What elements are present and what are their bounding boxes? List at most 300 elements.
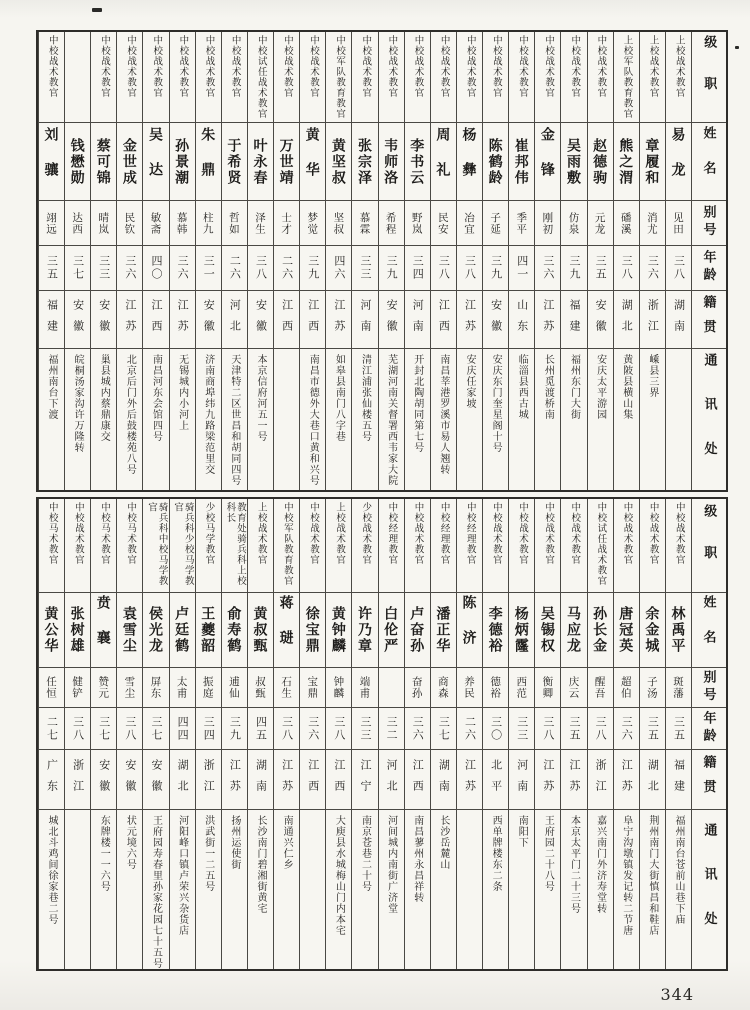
alias-text: 超伯 bbox=[619, 676, 632, 699]
native-place-text: 河北 bbox=[385, 758, 398, 801]
alias-text: 石生 bbox=[280, 676, 293, 699]
person-column bbox=[247, 32, 273, 490]
alias-cell bbox=[535, 200, 560, 245]
person-column bbox=[482, 32, 508, 490]
native-place-cell bbox=[457, 290, 482, 348]
native-place-text: 河南 bbox=[515, 758, 528, 801]
rank-text: 骑兵科中校马学教官 bbox=[145, 502, 168, 586]
address-text: 河阳峰口镇卢荣兴杂货店 bbox=[176, 815, 188, 936]
rank-text: 中校战术教官 bbox=[125, 35, 137, 98]
person-column bbox=[587, 32, 613, 490]
alias-text: 季平 bbox=[515, 211, 528, 235]
rank-cell bbox=[274, 499, 299, 592]
address-cell bbox=[117, 348, 142, 490]
native-place-cell bbox=[326, 749, 351, 809]
name-cell bbox=[588, 122, 613, 200]
register-table-bottom bbox=[36, 497, 728, 971]
address-text: 王府园寿春里孙家花园七十五号 bbox=[150, 815, 162, 969]
rank-text: 中校战术教官 bbox=[490, 502, 502, 565]
name-text: 钱懋勋 bbox=[69, 137, 86, 186]
header-native-place-label: 籍贯 bbox=[701, 754, 717, 805]
rank-text: 中校战术教官 bbox=[569, 35, 581, 98]
age-text: 三六 bbox=[306, 715, 319, 742]
address-text: 阜宁沟墩镇发记转二节唐 bbox=[620, 815, 632, 936]
name-cell bbox=[483, 122, 508, 200]
alias-cell bbox=[248, 667, 273, 707]
header-address-label: 通讯处 bbox=[702, 823, 718, 956]
address-cell bbox=[640, 809, 665, 969]
age-text: 三三 bbox=[358, 255, 371, 281]
alias-cell bbox=[248, 200, 273, 245]
native-place-cell bbox=[39, 290, 64, 348]
native-place-cell bbox=[326, 290, 351, 348]
age-cell bbox=[379, 707, 404, 749]
age-cell bbox=[405, 245, 430, 290]
address-cell bbox=[405, 809, 430, 969]
address-cell bbox=[509, 809, 534, 969]
header-alias bbox=[692, 200, 726, 245]
name-text: 俞寿鹤 bbox=[226, 606, 243, 654]
alias-text: 哲如 bbox=[227, 211, 240, 235]
age-text: 三七 bbox=[71, 255, 84, 281]
native-place-text: 江西 bbox=[280, 298, 293, 341]
age-cell bbox=[561, 707, 586, 749]
alias-text: 梦觉 bbox=[306, 211, 319, 235]
address-text: 南通兴仁乡 bbox=[281, 815, 293, 870]
native-place-text: 安徽 bbox=[123, 758, 136, 801]
alias-cell bbox=[588, 200, 613, 245]
rank-cell bbox=[326, 32, 351, 122]
name-cell bbox=[65, 592, 90, 667]
native-place-text: 浙江 bbox=[202, 758, 215, 801]
person-column bbox=[378, 32, 404, 490]
address-cell bbox=[170, 348, 195, 490]
address-text: 南昌河东会馆四号 bbox=[150, 354, 162, 442]
address-text: 福州东门大街 bbox=[568, 354, 580, 420]
alias-text: 士才 bbox=[280, 211, 293, 235]
address-text: 扬州运使街 bbox=[228, 815, 240, 870]
native-place-text: 湖南 bbox=[254, 758, 267, 801]
rank-cell bbox=[509, 32, 534, 122]
alias-cell bbox=[65, 200, 90, 245]
native-place-text: 广东 bbox=[45, 758, 58, 801]
native-place-cell bbox=[300, 749, 325, 809]
address-text: 河间城内南街广济堂 bbox=[385, 815, 397, 914]
native-place-text: 安徽 bbox=[489, 298, 502, 341]
alias-text: 商森 bbox=[436, 676, 449, 699]
name-text: 张宗泽 bbox=[356, 137, 373, 186]
rank-text: 中校战术教官 bbox=[386, 35, 398, 98]
alias-cell bbox=[405, 667, 430, 707]
person-column bbox=[482, 499, 508, 969]
person-column bbox=[404, 32, 430, 490]
name-text: 张树雄 bbox=[69, 606, 86, 654]
person-column bbox=[38, 499, 64, 969]
address-cell bbox=[588, 809, 613, 969]
address-text: 本京太平门二十三号 bbox=[568, 815, 580, 914]
alias-cell bbox=[170, 200, 195, 245]
address-cell bbox=[379, 348, 404, 490]
rank-text: 上校战术教官 bbox=[647, 35, 659, 98]
address-text: 本京信府河五一号 bbox=[254, 354, 266, 442]
address-text: 长州觅渡桥南 bbox=[542, 354, 554, 420]
rank-cell bbox=[170, 32, 195, 122]
age-text: 三九 bbox=[306, 255, 319, 281]
name-cell bbox=[352, 592, 377, 667]
rank-text: 上校战术教官 bbox=[673, 35, 685, 98]
age-text: 二六 bbox=[463, 715, 476, 742]
native-place-cell bbox=[91, 290, 116, 348]
rank-cell bbox=[170, 499, 195, 592]
alias-text: 刚初 bbox=[541, 211, 554, 235]
name-text: 韦师洛 bbox=[383, 137, 400, 186]
age-cell bbox=[431, 245, 456, 290]
name-text: 熊之渭 bbox=[618, 137, 635, 186]
alias-text: 消尤 bbox=[645, 211, 658, 235]
address-text: 安庆任家坡 bbox=[463, 354, 475, 409]
age-cell bbox=[640, 707, 665, 749]
header-native-place bbox=[692, 749, 726, 809]
age-cell bbox=[143, 245, 168, 290]
age-text: 三八 bbox=[620, 255, 633, 281]
native-place-text: 湖北 bbox=[620, 298, 633, 341]
address-cell bbox=[300, 809, 325, 969]
alias-cell bbox=[117, 200, 142, 245]
address-cell bbox=[535, 809, 560, 969]
rank-cell bbox=[300, 499, 325, 592]
alias-cell bbox=[588, 667, 613, 707]
alias-text: 慕韩 bbox=[175, 211, 188, 235]
rank-cell bbox=[379, 32, 404, 122]
rank-text: 中校战术教官 bbox=[595, 35, 607, 98]
age-text: 三八 bbox=[672, 255, 685, 281]
rank-text: 中校战术教官 bbox=[569, 502, 581, 565]
age-text: 三九 bbox=[567, 255, 580, 281]
name-text: 侯光龙 bbox=[147, 606, 164, 654]
header-name bbox=[692, 592, 726, 667]
age-text: 三六 bbox=[411, 715, 424, 742]
address-cell bbox=[274, 809, 299, 969]
rank-cell bbox=[666, 32, 691, 122]
name-cell bbox=[535, 592, 560, 667]
header-address bbox=[692, 809, 726, 969]
rank-text: 中校战术教官 bbox=[673, 502, 685, 565]
name-cell bbox=[640, 122, 665, 200]
name-text: 黄坚叔 bbox=[330, 137, 347, 186]
rank-text: 中校军队教育教官 bbox=[334, 35, 346, 119]
person-column bbox=[116, 499, 142, 969]
name-cell bbox=[274, 122, 299, 200]
name-text: 许乃章 bbox=[356, 606, 373, 654]
native-place-text: 江苏 bbox=[541, 758, 554, 801]
alias-text: 晴岚 bbox=[97, 211, 110, 235]
age-cell bbox=[666, 245, 691, 290]
native-place-text: 福建 bbox=[45, 298, 58, 341]
alias-cell bbox=[509, 200, 534, 245]
person-column bbox=[508, 32, 534, 490]
address-cell bbox=[222, 809, 247, 969]
name-text: 万世靖 bbox=[278, 137, 295, 186]
alias-text: 德裕 bbox=[489, 676, 502, 699]
rank-cell bbox=[666, 499, 691, 592]
name-text: 黄华 bbox=[304, 126, 321, 197]
address-cell bbox=[117, 809, 142, 969]
rank-text: 上校战术教官 bbox=[334, 502, 346, 565]
name-text: 黄叔甄 bbox=[252, 606, 269, 654]
age-text: 二七 bbox=[45, 715, 58, 742]
native-place-cell bbox=[535, 749, 560, 809]
rank-cell bbox=[561, 32, 586, 122]
alias-cell bbox=[196, 200, 221, 245]
name-text: 杨彝 bbox=[461, 126, 478, 197]
person-column bbox=[90, 499, 116, 969]
person-column bbox=[665, 32, 691, 490]
rank-cell bbox=[91, 499, 116, 592]
address-cell bbox=[431, 348, 456, 490]
header-rank bbox=[692, 499, 726, 592]
native-place-text: 浙江 bbox=[646, 298, 659, 341]
name-cell bbox=[614, 592, 639, 667]
native-place-cell bbox=[666, 290, 691, 348]
name-cell bbox=[561, 592, 586, 667]
native-place-text: 江苏 bbox=[332, 298, 345, 341]
header-column bbox=[691, 32, 726, 490]
address-cell bbox=[196, 348, 221, 490]
age-text: 四五 bbox=[254, 715, 267, 742]
name-cell bbox=[65, 122, 90, 200]
person-column bbox=[116, 32, 142, 490]
rank-cell bbox=[457, 32, 482, 122]
rank-cell bbox=[65, 32, 90, 122]
header-native-place-label: 籍贯 bbox=[701, 294, 717, 345]
name-text: 蒋琎 bbox=[278, 595, 295, 665]
header-age-label: 年龄 bbox=[701, 250, 717, 286]
alias-cell bbox=[614, 667, 639, 707]
address-cell bbox=[535, 348, 560, 490]
alias-cell bbox=[640, 667, 665, 707]
age-cell bbox=[91, 245, 116, 290]
name-text: 卢奋孙 bbox=[409, 606, 426, 654]
name-text: 周礼 bbox=[435, 126, 452, 197]
rank-text: 中校战术教官 bbox=[46, 35, 58, 98]
native-place-text: 江苏 bbox=[228, 758, 241, 801]
name-cell bbox=[117, 592, 142, 667]
header-alias-label: 别号 bbox=[701, 669, 717, 706]
alias-text: 任恒 bbox=[44, 676, 57, 699]
native-place-cell bbox=[509, 290, 534, 348]
person-column bbox=[221, 499, 247, 969]
alias-text: 冶宜 bbox=[462, 211, 475, 235]
address-cell bbox=[561, 348, 586, 490]
alias-cell bbox=[91, 200, 116, 245]
age-text: 三五 bbox=[45, 255, 58, 281]
address-text: 长沙岳麓山 bbox=[437, 815, 449, 870]
person-column bbox=[613, 499, 639, 969]
person-column bbox=[613, 32, 639, 490]
rank-cell bbox=[117, 499, 142, 592]
address-text: 清江浦张仙楼五号 bbox=[359, 354, 371, 442]
age-text: 二六 bbox=[280, 255, 293, 281]
native-place-cell bbox=[405, 749, 430, 809]
name-cell bbox=[143, 592, 168, 667]
age-text: 三七 bbox=[97, 715, 110, 742]
person-column bbox=[639, 32, 665, 490]
alias-text: 叔甄 bbox=[253, 676, 266, 699]
alias-text: 民安 bbox=[436, 211, 449, 235]
name-text: 袁雪尘 bbox=[121, 606, 138, 654]
native-place-cell bbox=[666, 749, 691, 809]
native-place-text: 湖南 bbox=[672, 298, 685, 341]
native-place-cell bbox=[274, 749, 299, 809]
alias-text: 柱九 bbox=[201, 211, 214, 235]
age-cell bbox=[509, 707, 534, 749]
name-cell bbox=[588, 592, 613, 667]
name-text: 潘正华 bbox=[435, 606, 452, 654]
rank-text: 中校战术教官 bbox=[72, 502, 84, 565]
age-cell bbox=[39, 245, 64, 290]
rank-cell bbox=[39, 32, 64, 122]
address-text: 东牌楼一一六号 bbox=[98, 815, 110, 892]
name-text: 卢廷鹤 bbox=[174, 606, 191, 654]
native-place-text: 江西 bbox=[411, 758, 424, 801]
alias-cell bbox=[170, 667, 195, 707]
address-text: 福州南台下渡 bbox=[45, 354, 57, 420]
rank-cell bbox=[352, 499, 377, 592]
age-text: 三八 bbox=[123, 715, 136, 742]
rank-text: 中校马术教官 bbox=[46, 502, 58, 565]
rank-text: 中校经理教官 bbox=[438, 502, 450, 565]
person-column bbox=[560, 499, 586, 969]
age-text: 三三 bbox=[97, 255, 110, 281]
age-text: 三三 bbox=[358, 715, 371, 742]
header-address bbox=[692, 348, 726, 490]
header-age-label: 年龄 bbox=[701, 710, 717, 747]
alias-cell bbox=[666, 200, 691, 245]
header-age bbox=[692, 245, 726, 290]
alias-text: 健铲 bbox=[71, 676, 84, 699]
name-cell bbox=[379, 122, 404, 200]
name-cell bbox=[561, 122, 586, 200]
native-place-text: 安徽 bbox=[71, 298, 84, 341]
name-text: 赵德驹 bbox=[592, 137, 609, 186]
alias-cell bbox=[561, 200, 586, 245]
native-place-text: 福建 bbox=[567, 298, 580, 341]
address-cell bbox=[431, 809, 456, 969]
address-cell bbox=[91, 809, 116, 969]
age-text: 四〇 bbox=[149, 255, 162, 281]
address-cell bbox=[274, 348, 299, 490]
person-column bbox=[351, 32, 377, 490]
age-cell bbox=[196, 707, 221, 749]
name-text: 陈鹤龄 bbox=[487, 137, 504, 186]
native-place-cell bbox=[65, 749, 90, 809]
address-text: 荆州南门大街慎昌和鞋店 bbox=[646, 815, 658, 936]
age-cell bbox=[457, 707, 482, 749]
name-text: 崔邦伟 bbox=[513, 137, 530, 186]
address-cell bbox=[65, 809, 90, 969]
age-text: 三三 bbox=[515, 715, 528, 742]
rank-text: 中校战术教官 bbox=[517, 35, 528, 98]
native-place-cell bbox=[561, 290, 586, 348]
name-cell bbox=[91, 592, 116, 667]
rank-text: 中校试任战术教官 bbox=[255, 35, 267, 119]
name-text: 徐宝鼎 bbox=[304, 606, 321, 654]
age-cell bbox=[431, 707, 456, 749]
address-cell bbox=[588, 348, 613, 490]
address-cell bbox=[326, 809, 351, 969]
address-text: 南昌莘港罗溪市易人翘转 bbox=[437, 354, 449, 475]
age-text: 四六 bbox=[332, 255, 345, 281]
page-number: 344 bbox=[660, 985, 694, 1004]
alias-cell bbox=[535, 667, 560, 707]
address-text: 北京后门外后鼓楼苑八号 bbox=[124, 354, 136, 475]
address-text: 长沙南门碧湘街黄宅 bbox=[254, 815, 266, 914]
name-cell bbox=[117, 122, 142, 200]
name-text: 金锋 bbox=[539, 126, 556, 197]
person-column bbox=[195, 499, 221, 969]
alias-cell bbox=[326, 200, 351, 245]
alias-cell bbox=[39, 667, 64, 707]
rank-text: 中校战术教官 bbox=[412, 35, 424, 98]
rank-text: 中校战术教官 bbox=[308, 35, 319, 98]
age-cell bbox=[117, 707, 142, 749]
name-cell bbox=[405, 122, 430, 200]
native-place-text: 江苏 bbox=[541, 298, 554, 341]
name-text: 刘骧 bbox=[43, 126, 60, 197]
address-text: 嘉兴南门外济寿堂转 bbox=[594, 815, 606, 914]
rank-cell bbox=[196, 32, 221, 122]
name-text: 白伦严 bbox=[383, 606, 400, 654]
address-cell bbox=[640, 348, 665, 490]
alias-cell bbox=[222, 667, 247, 707]
person-column bbox=[456, 32, 482, 490]
alias-cell bbox=[326, 667, 351, 707]
header-rank-label: 级职 bbox=[702, 35, 718, 119]
alias-text: 敏斋 bbox=[149, 211, 162, 235]
rank-cell bbox=[588, 32, 613, 122]
age-cell bbox=[170, 245, 195, 290]
alias-text: 太甫 bbox=[175, 676, 188, 699]
alias-text: 子延 bbox=[489, 211, 502, 235]
native-place-cell bbox=[274, 290, 299, 348]
name-text: 杨炳霳 bbox=[513, 606, 530, 654]
native-place-text: 安徽 bbox=[594, 298, 607, 341]
person-column bbox=[169, 32, 195, 490]
rank-cell bbox=[509, 499, 534, 592]
age-text: 四四 bbox=[176, 715, 189, 742]
alias-cell bbox=[39, 200, 64, 245]
rank-cell bbox=[196, 499, 221, 592]
address-cell bbox=[483, 809, 508, 969]
name-cell bbox=[170, 122, 195, 200]
native-place-cell bbox=[483, 290, 508, 348]
name-cell bbox=[300, 122, 325, 200]
age-cell bbox=[614, 707, 639, 749]
native-place-text: 江西 bbox=[306, 298, 319, 341]
rank-cell bbox=[274, 32, 299, 122]
address-cell bbox=[666, 348, 691, 490]
age-cell bbox=[222, 707, 247, 749]
native-place-text: 安徽 bbox=[385, 298, 398, 341]
native-place-cell bbox=[170, 749, 195, 809]
person-column bbox=[560, 32, 586, 490]
native-place-text: 浙江 bbox=[594, 758, 607, 801]
alias-text: 野岚 bbox=[410, 211, 423, 235]
address-cell bbox=[39, 348, 64, 490]
alias-text: 泽生 bbox=[253, 211, 266, 235]
age-cell bbox=[457, 245, 482, 290]
age-cell bbox=[248, 245, 273, 290]
